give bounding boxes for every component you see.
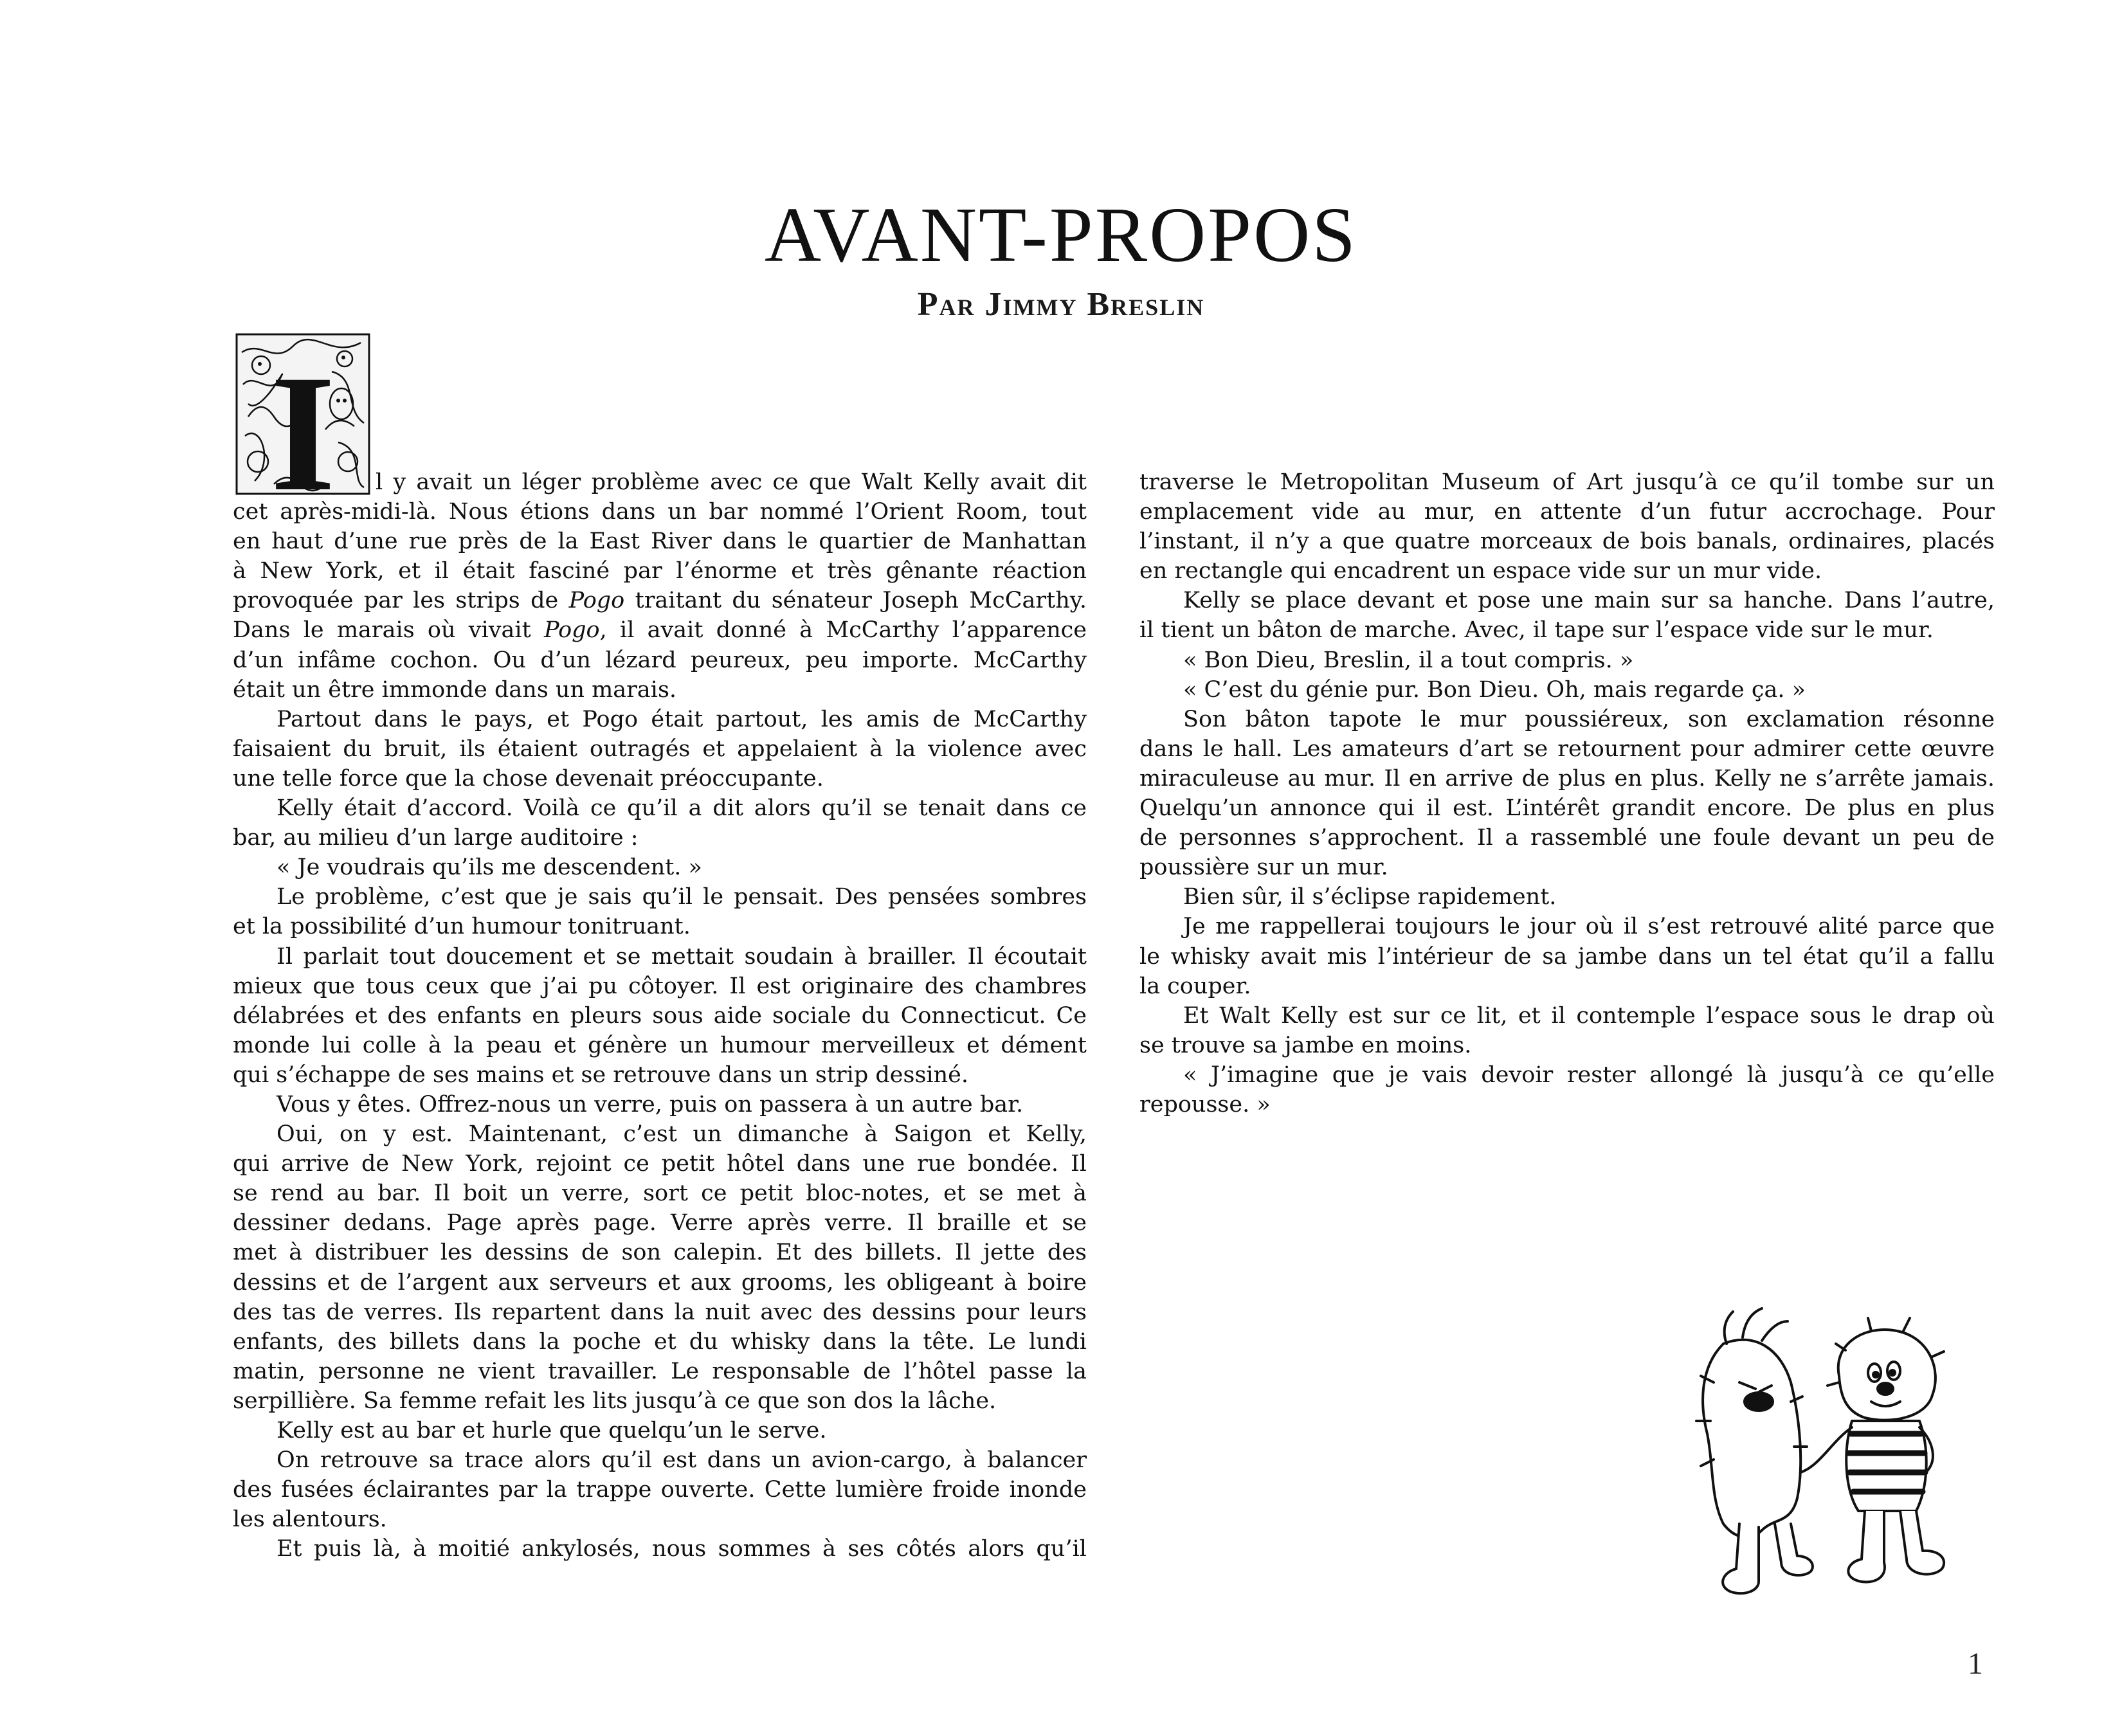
paragraph-line: il tient un bâton de marche. Avec, il tape sur l’espace vide sur le mur. [1139,617,1934,644]
paragraph-line: Le problème, c’est que je sais qu’il le pensait. Des pensées sombres [277,884,1087,910]
paragraph-line: une telle force que la chose devenait préoccupante. [233,765,824,791]
paragraph-line: dessins et de l’argent aux serveurs et aux grooms, les obligeant à boire [233,1269,1087,1296]
paragraph-line: repousse. » [1139,1091,1271,1117]
paragraph-line: cet après-midi-là. Nous étions dans un bar nommé l’Orient Room, tout [233,499,1087,525]
paragraph-line: l y avait un léger problème avec ce que Walt Kelly avait dit [376,469,1087,495]
paragraph-line: à New York, et il était fasciné par l’énorme et très gênante réaction [233,558,1087,584]
italic-title: Pogo [543,617,600,644]
paragraph-line: poussière sur un mur. [1139,854,1388,881]
paragraph-line: se trouve sa jambe en moins. [1139,1032,1472,1058]
paragraph-line: délabrées et des enfants en pleurs sous aide sociale du Connecticut. Ce [233,1002,1087,1029]
dropcap-letter: I [270,341,336,495]
paragraph-line: Bien sûr, il s’éclipse rapidement. [1183,884,1557,910]
paragraph-line: le whisky avait mis l’intérieur de sa jambe dans un tel état qu’il a fallu [1139,943,1995,970]
right-text-column [1139,467,1995,1119]
paragraph-line: d’un infâme cochon. Ou d’un lézard peureux, peu importe. McCarthy [233,647,1087,673]
page-title: AVANT-PROPOS [764,192,1358,278]
paragraph-line: Kelly était d’accord. Voilà ce qu’il a dit alors qu’il se tenait dans ce [277,795,1087,822]
paragraph-line: « C’est du génie pur. Bon Dieu. Oh, mais regarde ça. » [1183,676,1806,703]
paragraph-line: Et puis là, à moitié ankylosés, nous sommes à ses côtés alors qu’il [277,1536,1087,1562]
paragraph-line: l’instant, il n’y a que quatre morceaux de bois banals, ordinaires, placés [1139,529,1995,555]
paragraph-line: était un être immonde dans un marais. [233,676,677,703]
page-number: 1 [1968,1647,1983,1681]
italic-title: Pogo [568,588,625,614]
paragraph-line: et la possibilité d’un humour tonitruant. [233,914,691,940]
paragraph-line: mieux que tous ceux que j’ai pu côtoyer. Il est originaire des chambres [233,973,1087,999]
paragraph-line: « J’imagine que je vais devoir rester allongé là jusqu’à ce qu’elle [1183,1062,1995,1088]
cartoon-characters-illustration [1678,1305,2013,1607]
author-byline: Par Jimmy Breslin [917,286,1205,323]
paragraph-line: emplacement vide au mur, en attente d’un futur accrochage. Pour [1139,499,1995,525]
paragraph-line: Dans le marais où vivait Pogo, il avait donné à McCarthy l’apparence [233,617,1087,644]
paragraph-line: Son bâton tapote le mur poussiéreux, son exclamation résonne [1183,706,1995,732]
paragraph-line: la couper. [1139,973,1251,999]
paragraph-line: matin, personne ne vient travailler. Le responsable de l’hôtel passe la [233,1358,1087,1384]
paragraph-line: met à distribuer les dessins de son calepin. Et des billets. Il jette des [233,1240,1087,1266]
paragraph-line: Je me rappellerai toujours le jour où il s’est retrouvé alité parce que [1183,914,1995,940]
paragraph-line: Kelly se place devant et pose une main sur sa hanche. Dans l’autre, [1183,588,1995,614]
paragraph-line: Partout dans le pays, et Pogo était partout, les amis de McCarthy [277,706,1087,732]
paragraph-line: « Bon Dieu, Breslin, il a tout compris. » [1183,647,1634,673]
paragraph-line: dans le hall. Les amateurs d’art se retournent pour admirer cette œuvre [1139,736,1995,762]
paragraph-line: qui s’échappe de ses mains et se retrouve dans un strip dessiné. [233,1062,968,1088]
paragraph-line: serpillière. Sa femme refait les lits jusqu’à ce que son dos la lâche. [233,1388,997,1414]
paragraph-line: qui arrive de New York, rejoint ce petit hôtel dans une rue bondée. Il [233,1151,1087,1177]
paragraph-line: « Je voudrais qu’ils me descendent. » [277,854,702,881]
paragraph-line: les alentours. [233,1506,387,1533]
paragraph-line: Kelly est au bar et hurle que quelqu’un le serve. [277,1418,827,1443]
paragraph-line: se rend au bar. Il boit un verre, sort ce petit bloc-notes, et se met à [233,1180,1087,1207]
paragraph-line: On retrouve sa trace alors qu’il est dans un avion-cargo, à balancer [277,1447,1087,1474]
paragraph-line: des fusées éclairantes par la trappe ouverte. Cette lumière froide inonde [233,1477,1087,1503]
paragraph-line: Vous y êtes. Offrez-nous un verre, puis on passera à un autre bar. [277,1091,1024,1117]
paragraph-line: traverse le Metropolitan Museum of Art jusqu’à ce qu’il tombe sur un [1139,469,1995,495]
paragraph-line: de personnes s’approchent. Il a rassemblé une foule devant un peu de [1139,825,1995,851]
paragraph-line: en haut d’une rue près de la East River dans le quartier de Manhattan [233,529,1087,555]
paragraph-line: provoquée par les strips de Pogo traitant du sénateur Joseph McCarthy. [233,588,1087,614]
paragraph-line: en rectangle qui encadrent un espace vide sur un mur vide. [1139,558,1822,584]
paragraph-line: bar, au milieu d’un large auditoire : [233,825,639,851]
paragraph-line: Il parlait tout doucement et se mettait soudain à brailler. Il écoutait [277,943,1087,970]
left-text-column [233,467,1087,1564]
paragraph-line: Oui, on y est. Maintenant, c’est un dimanche à Saigon et Kelly, [277,1121,1087,1148]
paragraph-line: faisaient du bruit, ils étaient outragés et appelaient à la violence avec [233,736,1087,762]
paragraph-line: des tas de verres. Ils repartent dans la nuit avec des dessins pour leurs [233,1299,1087,1325]
paragraph-line: dessiner dedans. Page après page. Verre après verre. Il braille et se [233,1210,1087,1236]
paragraph-line: Et Walt Kelly est sur ce lit, et il contemple l’espace sous le drap où [1183,1002,1995,1029]
paragraph-line: Quelqu’un annonce qui il est. L’intérêt grandit encore. De plus en plus [1139,795,1995,822]
paragraph-line: monde lui colle à la peau et génère un humour merveilleux et dément [233,1032,1087,1058]
paragraph-line: enfants, des billets dans la poche et du whisky dans la tête. Le lundi [233,1328,1087,1355]
paragraph-line: miraculeuse au mur. Il en arrive de plus en plus. Kelly ne s’arrête jamais. [1139,765,1995,791]
